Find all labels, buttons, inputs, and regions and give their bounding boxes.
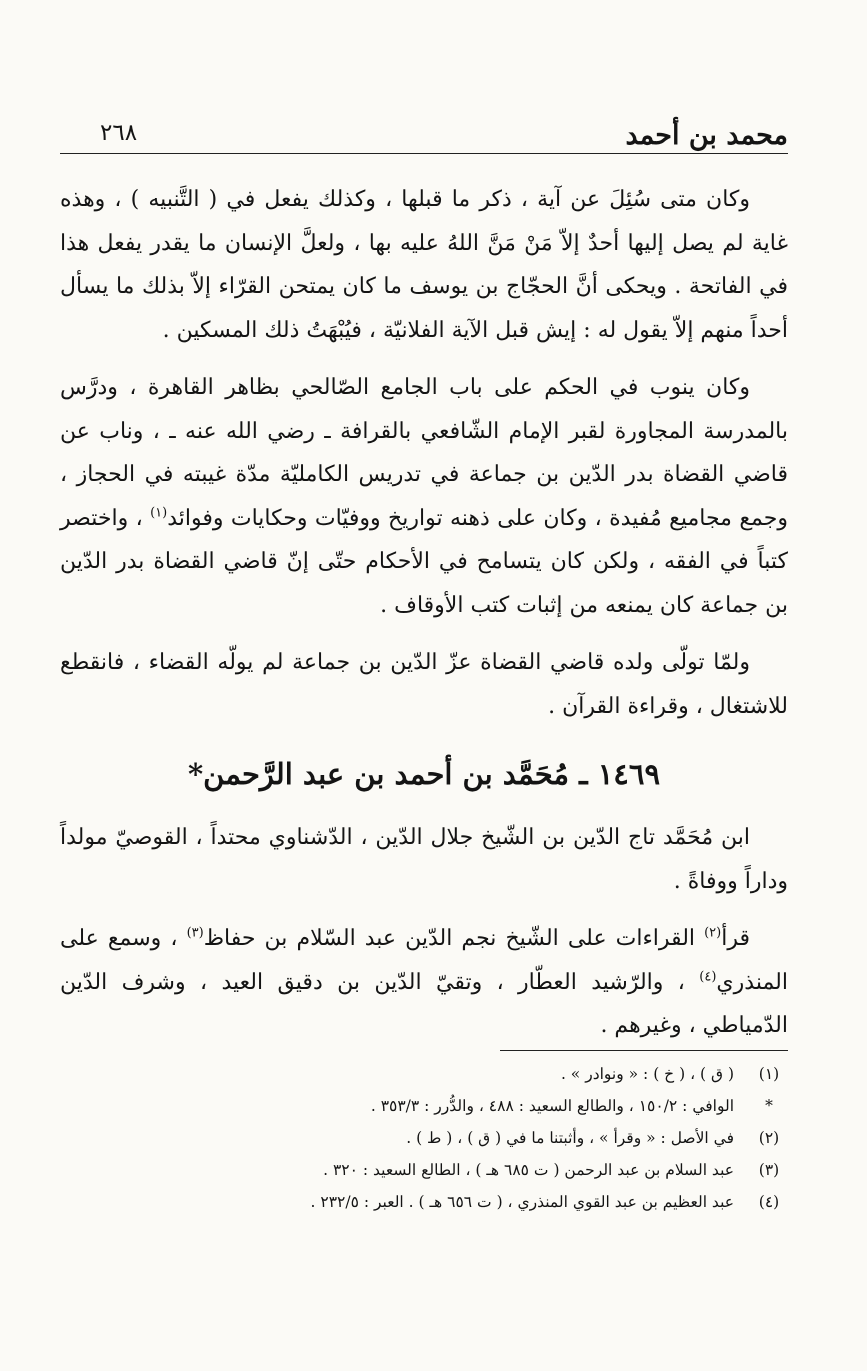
footnote-ref-1: (١): [150, 505, 168, 521]
footnote: [60, 1122, 788, 1154]
running-title: محمد بن أحمد: [625, 120, 788, 151]
footnote-text: عبد السلام بن عبد الرحمن ( ت ٦٨٥ هـ ) ، الطالع السعيد : ٣٢٠ .: [323, 1161, 734, 1179]
footnote-text: الوافي : ١٥٠/٢ ، والطالع السعيد : ٤٨٨ ، والدُّرر : ٣٥٣/٣ .: [370, 1097, 734, 1115]
footnote: [60, 1058, 788, 1090]
entry-heading: ١٤٦٩ ـ مُحَمَّد بن أحمد بن عبد الرَّحمن*: [187, 757, 661, 791]
footnote-ref-2: (٢): [704, 925, 722, 941]
footnote-rule: [500, 1050, 788, 1051]
footnote-ref-3: (٣): [186, 925, 204, 941]
footnote-mark: (١): [758, 1065, 780, 1083]
entry-para2-c: ، وسمع على المنذري: [60, 926, 788, 995]
page-header: [60, 118, 788, 154]
footnote-ref-4: (٤): [699, 969, 717, 985]
entry-paragraph-1: ابن مُحَمَّد تاج الدّين بن الشّيخ جلال الدّين ، الدّشناوي محتداً ، القوصيّ مولداً وداراً ووفاةً .: [60, 825, 788, 894]
footnote: [60, 1186, 788, 1218]
header-rule: [60, 153, 788, 154]
footnote-mark: (٣): [758, 1161, 780, 1179]
main-text: [60, 178, 788, 1062]
footnote: [60, 1154, 788, 1186]
entry-paragraph-2: [60, 917, 788, 1048]
paragraph-2-text: وكان ينوب في الحكم على باب الجامع الصّالحي بظاهر القاهرة ، ودرَّس بالمدرسة المجاورة لقبر الإمام الشّافعي بالقرافة ـ رضي الله عنه ـ ، وناب عن قاضي القضاة بدر الدّين بن جماعة في تدريس الكامليّة مدّة غيبته في الحجاز ، وجمع مجاميع مُفيدة ، وكان على ذهنه تواريخ ووفيّات وحكايات وفوائد: [60, 375, 788, 531]
footnote-mark: (٤): [758, 1193, 780, 1211]
entry-para2-b: القراءات على الشّيخ نجم الدّين عبد السّلام بن حفاظ: [203, 926, 696, 951]
paragraph-2-tail: ، واختصر كتباً في الفقه ، ولكن كان يتسامح في الأحكام حتّى إنّ قاضي القضاة بدر الدّين بن جماعة كان يمنعه من إثبات كتب الأوقاف .: [60, 505, 788, 618]
footnote: [60, 1090, 788, 1122]
paragraph-3: ولمّا تولّى ولده قاضي القضاة عزّ الدّين بن جماعة لم يولّه القضاء ، فانقطع للاشتغال ، وقراءة القرآن .: [60, 650, 788, 719]
footnotes: [60, 1058, 788, 1218]
footnote-text: في الأصل : « وقرأ » ، وأثبتنا ما في ( ق ) ، ( ط ) .: [406, 1129, 734, 1147]
footnote-mark: (٢): [758, 1129, 780, 1147]
footnote-text: عبد العظيم بن عبد القوي المنذري ، ( ت ٦٥٦ هـ ) . العبر : ٢٣٢/٥ .: [310, 1193, 734, 1211]
paragraph-2: [60, 366, 788, 627]
entry-para2-d: ، والرّشيد العطّار ، وتقيّ الدّين بن دقيق العيد ، وشرف الدّين الدّمياطي ، وغيرهم .: [60, 969, 788, 1038]
page-number: ٢٦٨: [100, 120, 138, 146]
footnote-text: ( ق ) ، ( خ ) : « ونوادر » .: [560, 1065, 734, 1083]
entry-para2-a: قرأ: [721, 926, 751, 951]
footnote-mark: *: [765, 1097, 773, 1115]
paragraph-1: وكان متى سُئِلَ عن آية ، ذكر ما قبلها ، وكذلك يفعل في ( التَّنبيه ) ، وهذه غاية لم يصل إليها أحدٌ إلاّ مَنْ مَنَّ اللهُ عليه بها ، ولعلَّ الإنسان ما يقدر يفعل هذا في الفاتحة . ويحكى أنَّ الحجّاج بن يوسف ما كان يمتحن القرّاء إلاّ بذلك ما يسأل أحداً منهم إلاّ يقول له : إيش قبل الآية الفلانيّة ، فيُبْهَتُ ذلك المسكين .: [60, 187, 788, 343]
